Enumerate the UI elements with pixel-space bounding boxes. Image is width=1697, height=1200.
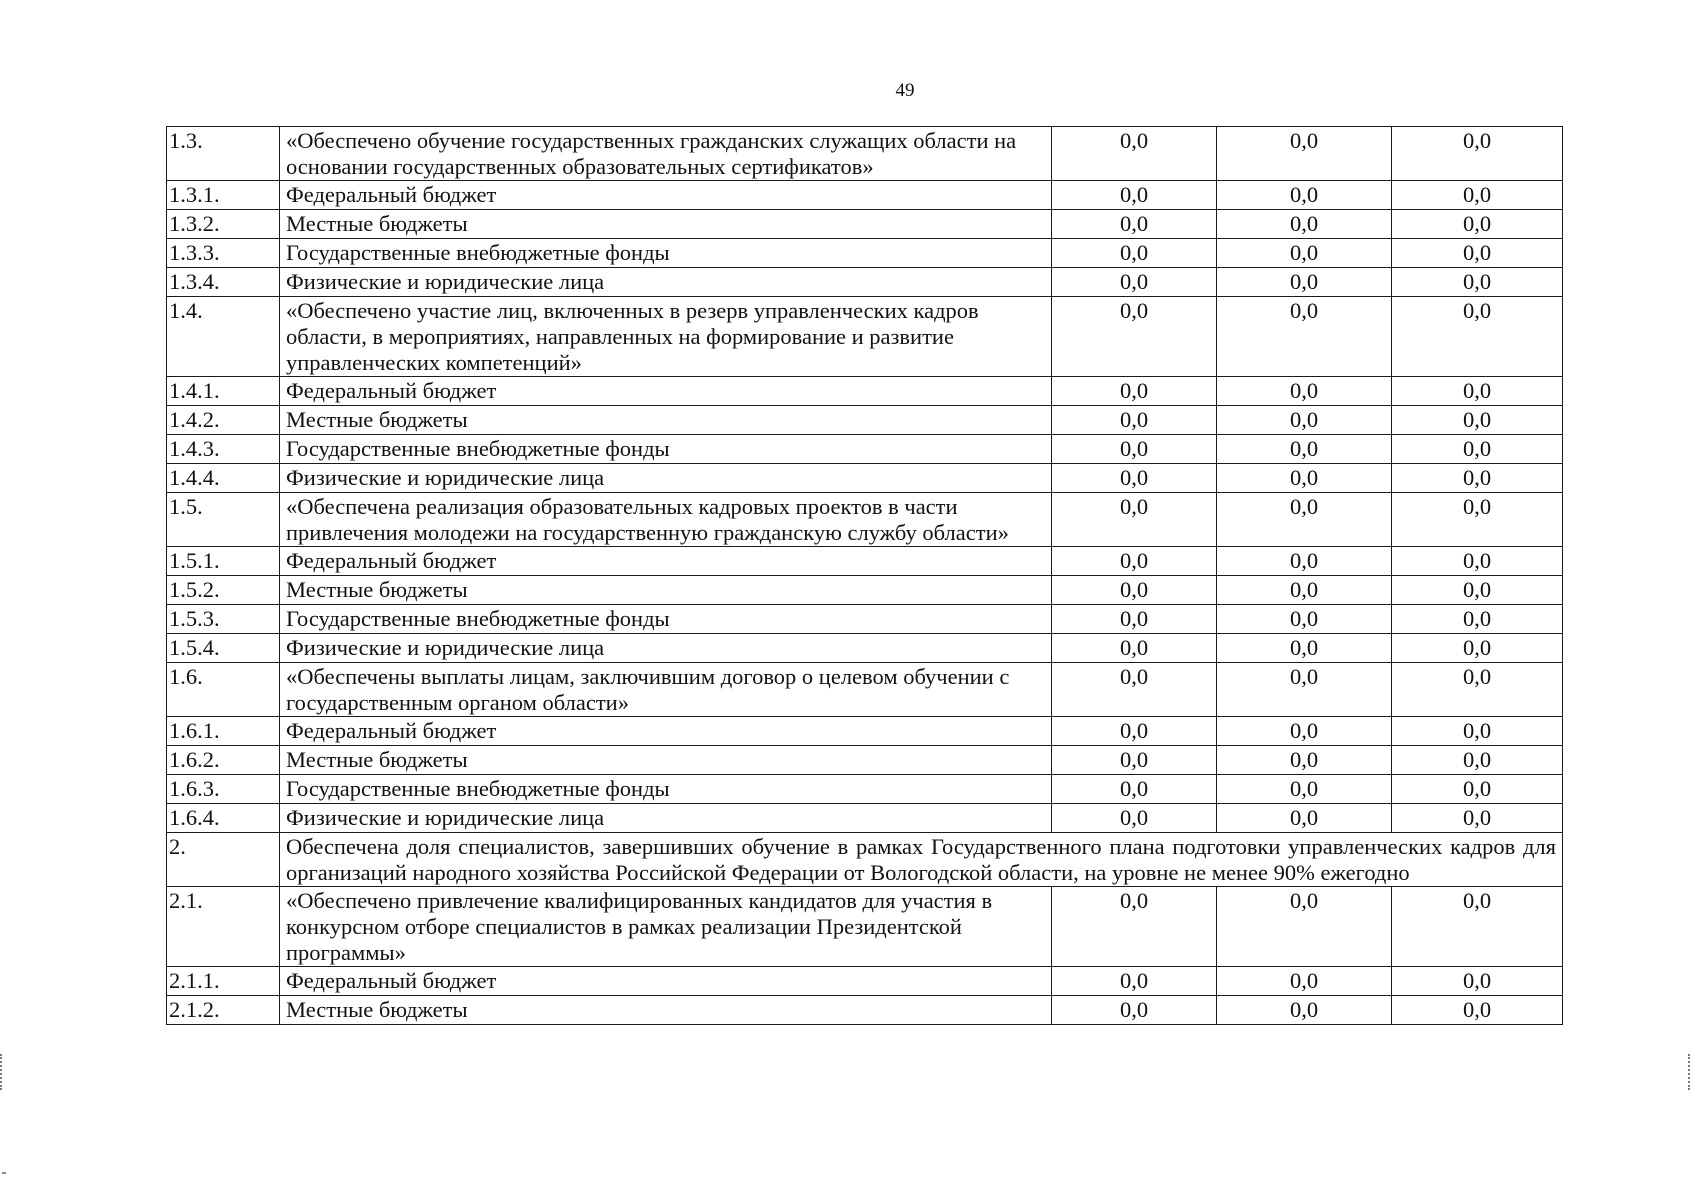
row-number: 2.1.1. <box>167 967 280 996</box>
table-row <box>167 239 1563 268</box>
value-cell-2: 0,0 <box>1217 634 1392 663</box>
row-number: 2.1. <box>167 887 280 967</box>
row-number: 1.3.1. <box>167 181 280 210</box>
page-number: 49 <box>895 80 915 101</box>
row-name: «Обеспечена реализация образовательных кадровых проектов в части привлечения молодежи на государственную гражданскую службу области» <box>280 493 1052 547</box>
value-cell-3: 0,0 <box>1392 435 1563 464</box>
value-cell-3: 0,0 <box>1392 663 1563 717</box>
table-row <box>167 547 1563 576</box>
row-name: Государственные внебюджетные фонды <box>280 775 1052 804</box>
value-cell-1: 0,0 <box>1052 493 1217 547</box>
row-number: 1.3. <box>167 127 280 181</box>
value-cell-2: 0,0 <box>1217 406 1392 435</box>
value-cell-3: 0,0 <box>1392 127 1563 181</box>
table-row <box>167 605 1563 634</box>
row-number: 1.3.3. <box>167 239 280 268</box>
value-cell-3: 0,0 <box>1392 406 1563 435</box>
value-cell-2: 0,0 <box>1217 297 1392 377</box>
value-cell-1: 0,0 <box>1052 967 1217 996</box>
value-cell-2: 0,0 <box>1217 804 1392 833</box>
value-cell-3: 0,0 <box>1392 576 1563 605</box>
value-cell-1: 0,0 <box>1052 297 1217 377</box>
scan-edge-mark-left <box>0 1054 4 1090</box>
table-row <box>167 576 1563 605</box>
row-name: Физические и юридические лица <box>280 634 1052 663</box>
row-number: 2.1.2. <box>167 996 280 1025</box>
table-row <box>167 775 1563 804</box>
row-name: Федеральный бюджет <box>280 967 1052 996</box>
row-name: Федеральный бюджет <box>280 547 1052 576</box>
value-cell-2: 0,0 <box>1217 435 1392 464</box>
table-row <box>167 833 1563 887</box>
row-number: 1.3.4. <box>167 268 280 297</box>
row-number: 1.6.1. <box>167 717 280 746</box>
value-cell-1: 0,0 <box>1052 746 1217 775</box>
value-cell-3: 0,0 <box>1392 464 1563 493</box>
table-body <box>167 127 1563 1025</box>
value-cell-2: 0,0 <box>1217 127 1392 181</box>
value-cell-3: 0,0 <box>1392 547 1563 576</box>
row-name: Федеральный бюджет <box>280 377 1052 406</box>
row-name: Федеральный бюджет <box>280 717 1052 746</box>
value-cell-3: 0,0 <box>1392 210 1563 239</box>
row-number: 1.5.2. <box>167 576 280 605</box>
value-cell-3: 0,0 <box>1392 297 1563 377</box>
row-name: Государственные внебюджетные фонды <box>280 435 1052 464</box>
value-cell-2: 0,0 <box>1217 268 1392 297</box>
value-cell-1: 0,0 <box>1052 210 1217 239</box>
value-cell-2: 0,0 <box>1217 663 1392 717</box>
row-number: 1.5. <box>167 493 280 547</box>
row-number: 1.4.3. <box>167 435 280 464</box>
value-cell-1: 0,0 <box>1052 435 1217 464</box>
row-name: Местные бюджеты <box>280 576 1052 605</box>
value-cell-1: 0,0 <box>1052 887 1217 967</box>
row-number: 1.6.3. <box>167 775 280 804</box>
row-number: 1.4. <box>167 297 280 377</box>
value-cell-3: 0,0 <box>1392 493 1563 547</box>
table-row <box>167 967 1563 996</box>
value-cell-2: 0,0 <box>1217 464 1392 493</box>
row-number: 1.5.4. <box>167 634 280 663</box>
row-number: 1.6. <box>167 663 280 717</box>
value-cell-1: 0,0 <box>1052 634 1217 663</box>
value-cell-2: 0,0 <box>1217 887 1392 967</box>
value-cell-1: 0,0 <box>1052 663 1217 717</box>
value-cell-3: 0,0 <box>1392 775 1563 804</box>
row-name: Местные бюджеты <box>280 406 1052 435</box>
budget-table <box>166 126 1563 1025</box>
value-cell-3: 0,0 <box>1392 746 1563 775</box>
value-cell-2: 0,0 <box>1217 377 1392 406</box>
table-row <box>167 127 1563 181</box>
row-name: Физические и юридические лица <box>280 804 1052 833</box>
row-name: «Обеспечено участие лиц, включенных в резерв управленческих кадров области, в мероприятиях, направленных на формирование и развитие управленческих компетенций» <box>280 297 1052 377</box>
value-cell-2: 0,0 <box>1217 967 1392 996</box>
value-cell-2: 0,0 <box>1217 775 1392 804</box>
value-cell-1: 0,0 <box>1052 127 1217 181</box>
row-name: Обеспечена доля специалистов, завершивших обучение в рамках Государственного плана подготовки управленческих кадров для организаций народного хозяйства Российской Федерации от Вологодской области, на уровне не менее 90% ежегодно <box>280 833 1563 887</box>
table-row <box>167 746 1563 775</box>
row-number: 1.4.2. <box>167 406 280 435</box>
row-name: Федеральный бюджет <box>280 181 1052 210</box>
value-cell-2: 0,0 <box>1217 181 1392 210</box>
value-cell-3: 0,0 <box>1392 804 1563 833</box>
table-row <box>167 996 1563 1025</box>
value-cell-3: 0,0 <box>1392 268 1563 297</box>
scan-corner-mark <box>2 1172 6 1174</box>
table-row <box>167 464 1563 493</box>
table-row <box>167 435 1563 464</box>
value-cell-2: 0,0 <box>1217 547 1392 576</box>
value-cell-1: 0,0 <box>1052 775 1217 804</box>
row-number: 1.6.2. <box>167 746 280 775</box>
value-cell-1: 0,0 <box>1052 377 1217 406</box>
row-name: «Обеспечено обучение государственных гражданских служащих области на основании государственных образовательных сертификатов» <box>280 127 1052 181</box>
row-number: 1.5.3. <box>167 605 280 634</box>
row-name: Местные бюджеты <box>280 210 1052 239</box>
table-row <box>167 634 1563 663</box>
table-row <box>167 887 1563 967</box>
value-cell-1: 0,0 <box>1052 576 1217 605</box>
table-row <box>167 663 1563 717</box>
value-cell-3: 0,0 <box>1392 717 1563 746</box>
row-name: Физические и юридические лица <box>280 464 1052 493</box>
value-cell-3: 0,0 <box>1392 967 1563 996</box>
value-cell-2: 0,0 <box>1217 605 1392 634</box>
value-cell-1: 0,0 <box>1052 181 1217 210</box>
scan-edge-mark-right <box>1688 1054 1692 1090</box>
table-row <box>167 406 1563 435</box>
table-row <box>167 210 1563 239</box>
value-cell-1: 0,0 <box>1052 717 1217 746</box>
value-cell-2: 0,0 <box>1217 717 1392 746</box>
value-cell-1: 0,0 <box>1052 547 1217 576</box>
table-row <box>167 717 1563 746</box>
table-row <box>167 804 1563 833</box>
table-row <box>167 377 1563 406</box>
value-cell-3: 0,0 <box>1392 181 1563 210</box>
value-cell-2: 0,0 <box>1217 996 1392 1025</box>
value-cell-3: 0,0 <box>1392 996 1563 1025</box>
value-cell-1: 0,0 <box>1052 605 1217 634</box>
value-cell-3: 0,0 <box>1392 887 1563 967</box>
row-number: 1.5.1. <box>167 547 280 576</box>
table-row <box>167 493 1563 547</box>
row-name: «Обеспечено привлечение квалифицированных кандидатов для участия в конкурсном отборе специалистов в рамках реализации Президентской программы» <box>280 887 1052 967</box>
value-cell-3: 0,0 <box>1392 605 1563 634</box>
table-row <box>167 297 1563 377</box>
value-cell-2: 0,0 <box>1217 210 1392 239</box>
value-cell-1: 0,0 <box>1052 464 1217 493</box>
value-cell-3: 0,0 <box>1392 634 1563 663</box>
value-cell-3: 0,0 <box>1392 377 1563 406</box>
row-name: «Обеспечены выплаты лицам, заключившим договор о целевом обучении с государственным органом области» <box>280 663 1052 717</box>
value-cell-2: 0,0 <box>1217 493 1392 547</box>
table-row <box>167 181 1563 210</box>
table-row <box>167 268 1563 297</box>
value-cell-1: 0,0 <box>1052 406 1217 435</box>
value-cell-2: 0,0 <box>1217 746 1392 775</box>
value-cell-2: 0,0 <box>1217 576 1392 605</box>
value-cell-1: 0,0 <box>1052 239 1217 268</box>
row-name: Местные бюджеты <box>280 996 1052 1025</box>
row-name: Государственные внебюджетные фонды <box>280 605 1052 634</box>
row-number: 1.4.4. <box>167 464 280 493</box>
value-cell-1: 0,0 <box>1052 804 1217 833</box>
value-cell-3: 0,0 <box>1392 239 1563 268</box>
row-name: Государственные внебюджетные фонды <box>280 239 1052 268</box>
row-name: Физические и юридические лица <box>280 268 1052 297</box>
value-cell-1: 0,0 <box>1052 268 1217 297</box>
value-cell-2: 0,0 <box>1217 239 1392 268</box>
row-number: 1.3.2. <box>167 210 280 239</box>
row-number: 1.6.4. <box>167 804 280 833</box>
row-number: 2. <box>167 833 280 887</box>
row-number: 1.4.1. <box>167 377 280 406</box>
row-name: Местные бюджеты <box>280 746 1052 775</box>
value-cell-1: 0,0 <box>1052 996 1217 1025</box>
